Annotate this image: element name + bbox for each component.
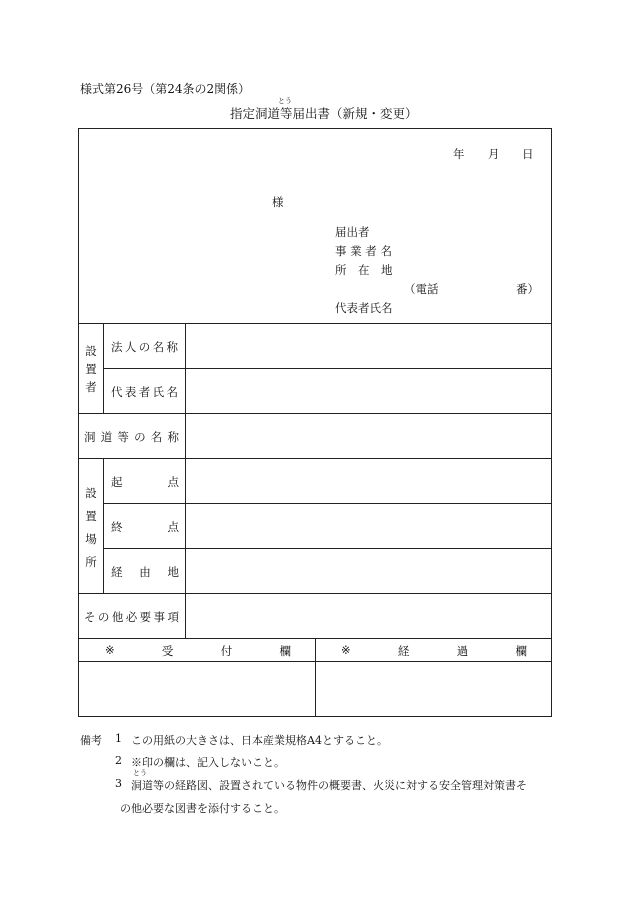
note-2-text: ※印の欄は、記入しないこと。 — [131, 756, 285, 769]
addressee-suffix: 様 — [272, 195, 284, 209]
rule-tunnel-bottom — [78, 458, 552, 459]
rule-location-bottom — [78, 593, 552, 594]
corp-name-label: 法 人 の 名 称 — [111, 340, 178, 354]
tunnel-name-label: 洞 道 等 の 名 称 — [84, 430, 179, 444]
date-day: 日 — [522, 147, 534, 161]
note-3-text-line2: の他必要な図書を添付すること。 — [120, 802, 285, 815]
applicant-label: 届出者 — [335, 225, 370, 239]
date-month: 月 — [488, 147, 500, 161]
phone-open: （電話 — [404, 282, 439, 296]
end-point-label: 終 点 — [111, 520, 179, 534]
notes-heading: 備考 — [80, 734, 102, 747]
rep-name-label: 代 表 者 氏 名 — [111, 385, 178, 399]
start-point-label: 起 点 — [111, 475, 179, 489]
note-1-text: この用紙の大きさは、日本産業規格A4とすること。 — [131, 734, 388, 747]
business-name-label: 事 業 者 名 — [335, 244, 392, 258]
rule-end-via — [103, 548, 552, 549]
note-3-number: 3 — [115, 777, 122, 790]
page-title: 指定洞道等届出書（新規・変更） — [230, 106, 418, 121]
rule-installer-bottom — [78, 413, 552, 414]
other-items-label: そ の 他 必 要 事 項 — [84, 610, 179, 624]
title-ruby: とう — [278, 97, 292, 105]
rule-installer-group — [103, 323, 104, 413]
reception-column-header: ※ 受 付 欄 — [105, 643, 291, 658]
installer-group-label: 設 置 者 — [85, 344, 97, 394]
form-table — [78, 128, 552, 717]
representative-label: 代表者氏名 — [335, 301, 393, 315]
form-number: 様式第26号（第24条の2関係） — [80, 82, 251, 96]
rule-header-bottom — [78, 323, 552, 324]
rule-start-end — [103, 503, 552, 504]
rule-location-group — [103, 458, 104, 593]
date-year: 年 — [453, 147, 465, 161]
note-3-text-line1: 洞道等の経路図、設置されている物件の概要書、火災に対する安全管理対策書そ — [131, 779, 527, 792]
phone-close: 番） — [516, 282, 539, 296]
via-label: 経 由 地 — [111, 565, 179, 579]
rule-label-column — [185, 323, 186, 638]
note-1-number: 1 — [115, 732, 122, 745]
rule-corp-rep — [103, 368, 552, 369]
address-label: 所 在 地 — [335, 263, 393, 277]
note-3-ruby: とう — [133, 769, 147, 777]
progress-column-header: ※ 経 過 欄 — [341, 643, 527, 658]
location-group-label: 設 置 場 所 — [85, 486, 97, 569]
rule-footer-split — [315, 638, 316, 717]
note-2-number: 2 — [115, 754, 122, 767]
